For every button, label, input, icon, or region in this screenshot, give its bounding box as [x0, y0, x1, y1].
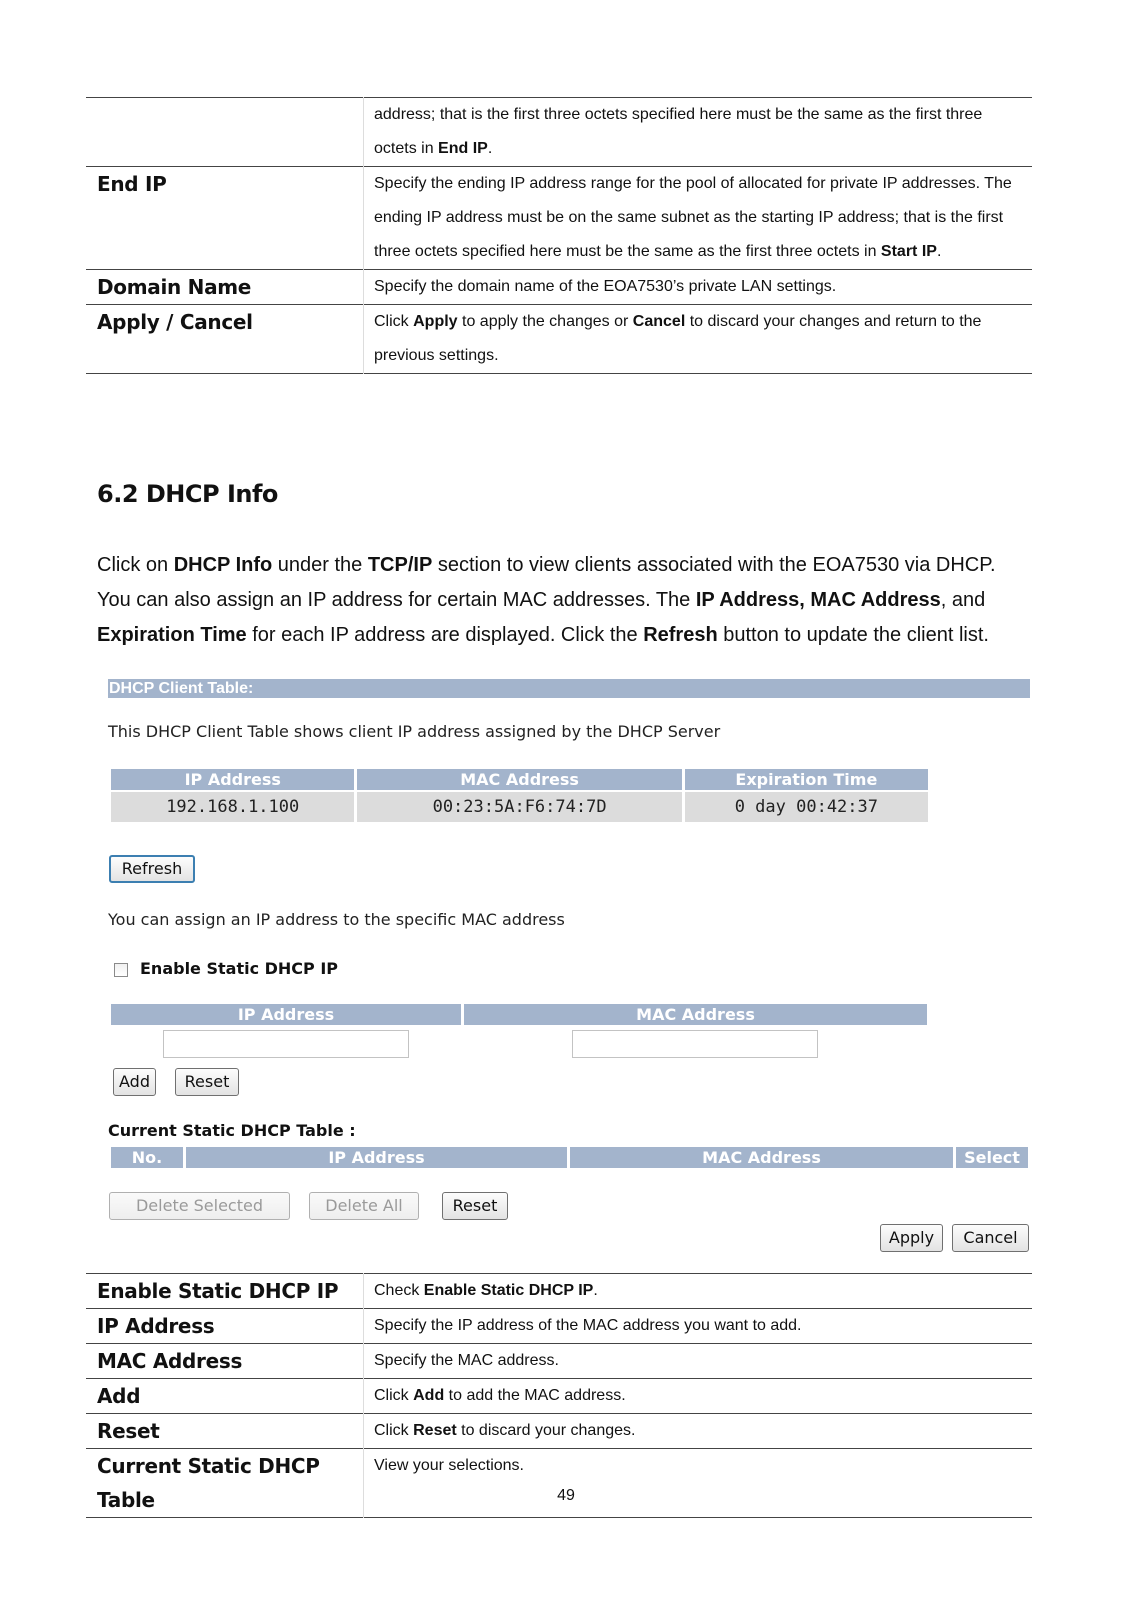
current-static-table-title: Current Static DHCP Table : — [108, 1121, 356, 1140]
client-mac-cell: 00:23:5A:F6:74:7D — [357, 792, 681, 822]
definition-row — [86, 1449, 1032, 1518]
definition-row — [86, 167, 1032, 270]
definition-term: Apply / Cancel — [86, 305, 364, 374]
table-header-row — [111, 769, 928, 790]
static-mac-input[interactable] — [572, 1030, 818, 1058]
enable-static-dhcp-checkbox[interactable] — [114, 963, 128, 977]
definition-description: Check Enable Static DHCP IP. — [374, 1282, 598, 1299]
current-no-header: No. — [111, 1147, 183, 1168]
static-ip-header: IP Address — [111, 1004, 461, 1025]
definition-row — [86, 1414, 1032, 1449]
delete-all-button[interactable]: Delete All — [309, 1192, 419, 1220]
reset-button[interactable]: Reset — [175, 1068, 239, 1096]
definition-description: address; that is the first three octets specified here must be the same as the first three octets in End IP. — [374, 106, 983, 157]
intro-paragraph: Click on DHCP Info under the TCP/IP section to view clients associated with the EOA7530 via DHCP. You can also assign an IP address for certain MAC addresses. The IP Address, MAC Address, and Expiration Time for each IP address are displayed. Click the Refresh button to update the client list. — [97, 554, 996, 646]
panel-title: DHCP Client Table: — [109, 680, 254, 697]
column-header: Expiration Time — [685, 769, 928, 790]
definition-term: IP Address — [86, 1309, 364, 1344]
panel-description: This DHCP Client Table shows client IP address assigned by the DHCP Server — [108, 722, 721, 741]
definition-description: View your selections. — [374, 1457, 524, 1474]
definition-row — [86, 1274, 1032, 1309]
definition-row — [86, 1344, 1032, 1379]
definition-term: Current Static DHCP Table — [86, 1449, 364, 1518]
definition-term: Domain Name — [86, 270, 364, 305]
reset-table-button[interactable]: Reset — [442, 1192, 508, 1220]
static-dhcp-definition-table — [86, 1273, 1032, 1518]
delete-selected-button[interactable]: Delete Selected — [109, 1192, 290, 1220]
definition-row — [86, 98, 1032, 167]
column-header: IP Address — [111, 769, 354, 790]
definition-row — [86, 1309, 1032, 1344]
definition-description: Click Apply to apply the changes or Cancel to discard your changes and return to the previous settings. — [374, 313, 982, 364]
definition-row — [86, 1379, 1032, 1414]
definition-term — [86, 98, 364, 167]
current-select-header: Select — [956, 1147, 1028, 1168]
definition-description: Specify the IP address of the MAC address you want to add. — [374, 1317, 802, 1334]
definition-description: Specify the domain name of the EOA7530’s private LAN settings. — [374, 278, 837, 295]
enable-static-dhcp-label: Enable Static DHCP IP — [140, 959, 339, 978]
current-mac-header: MAC Address — [570, 1147, 953, 1168]
dhcp-client-table — [108, 767, 931, 824]
definition-term: End IP — [86, 167, 364, 270]
section-title: 6.2 DHCP Info — [97, 480, 278, 508]
definition-term: MAC Address — [86, 1344, 364, 1379]
client-expiration-cell: 0 day 00:42:37 — [685, 792, 928, 822]
definition-description: Specify the MAC address. — [374, 1352, 559, 1369]
page-number: 49 — [557, 1487, 575, 1504]
definition-description: Specify the ending IP address range for the pool of allocated for private IP addresses. The ending IP address must be on the same subnet as the starting IP address; that is the first three octets specified here must be the same as the first three octets in Start IP. — [374, 175, 1012, 260]
client-ip-cell: 192.168.1.100 — [111, 792, 354, 822]
column-header: MAC Address — [357, 769, 681, 790]
definition-description: Click Add to add the MAC address. — [374, 1387, 626, 1404]
panel-title-bar — [108, 679, 1030, 698]
add-button[interactable]: Add — [113, 1068, 156, 1096]
definition-term: Reset — [86, 1414, 364, 1449]
definition-row — [86, 270, 1032, 305]
apply-button[interactable]: Apply — [880, 1224, 943, 1252]
static-ip-input[interactable] — [163, 1030, 409, 1058]
table-row — [111, 792, 928, 822]
cancel-button[interactable]: Cancel — [952, 1224, 1029, 1252]
definition-row — [86, 305, 1032, 374]
definition-term: Add — [86, 1379, 364, 1414]
refresh-button[interactable]: Refresh — [109, 855, 195, 883]
current-ip-header: IP Address — [186, 1147, 567, 1168]
settings-definition-table — [86, 97, 1032, 374]
assign-description: You can assign an IP address to the specific MAC address — [108, 910, 565, 929]
definition-description: Click Reset to discard your changes. — [374, 1422, 636, 1439]
definition-term: Enable Static DHCP IP — [86, 1274, 364, 1309]
static-mac-header: MAC Address — [464, 1004, 927, 1025]
